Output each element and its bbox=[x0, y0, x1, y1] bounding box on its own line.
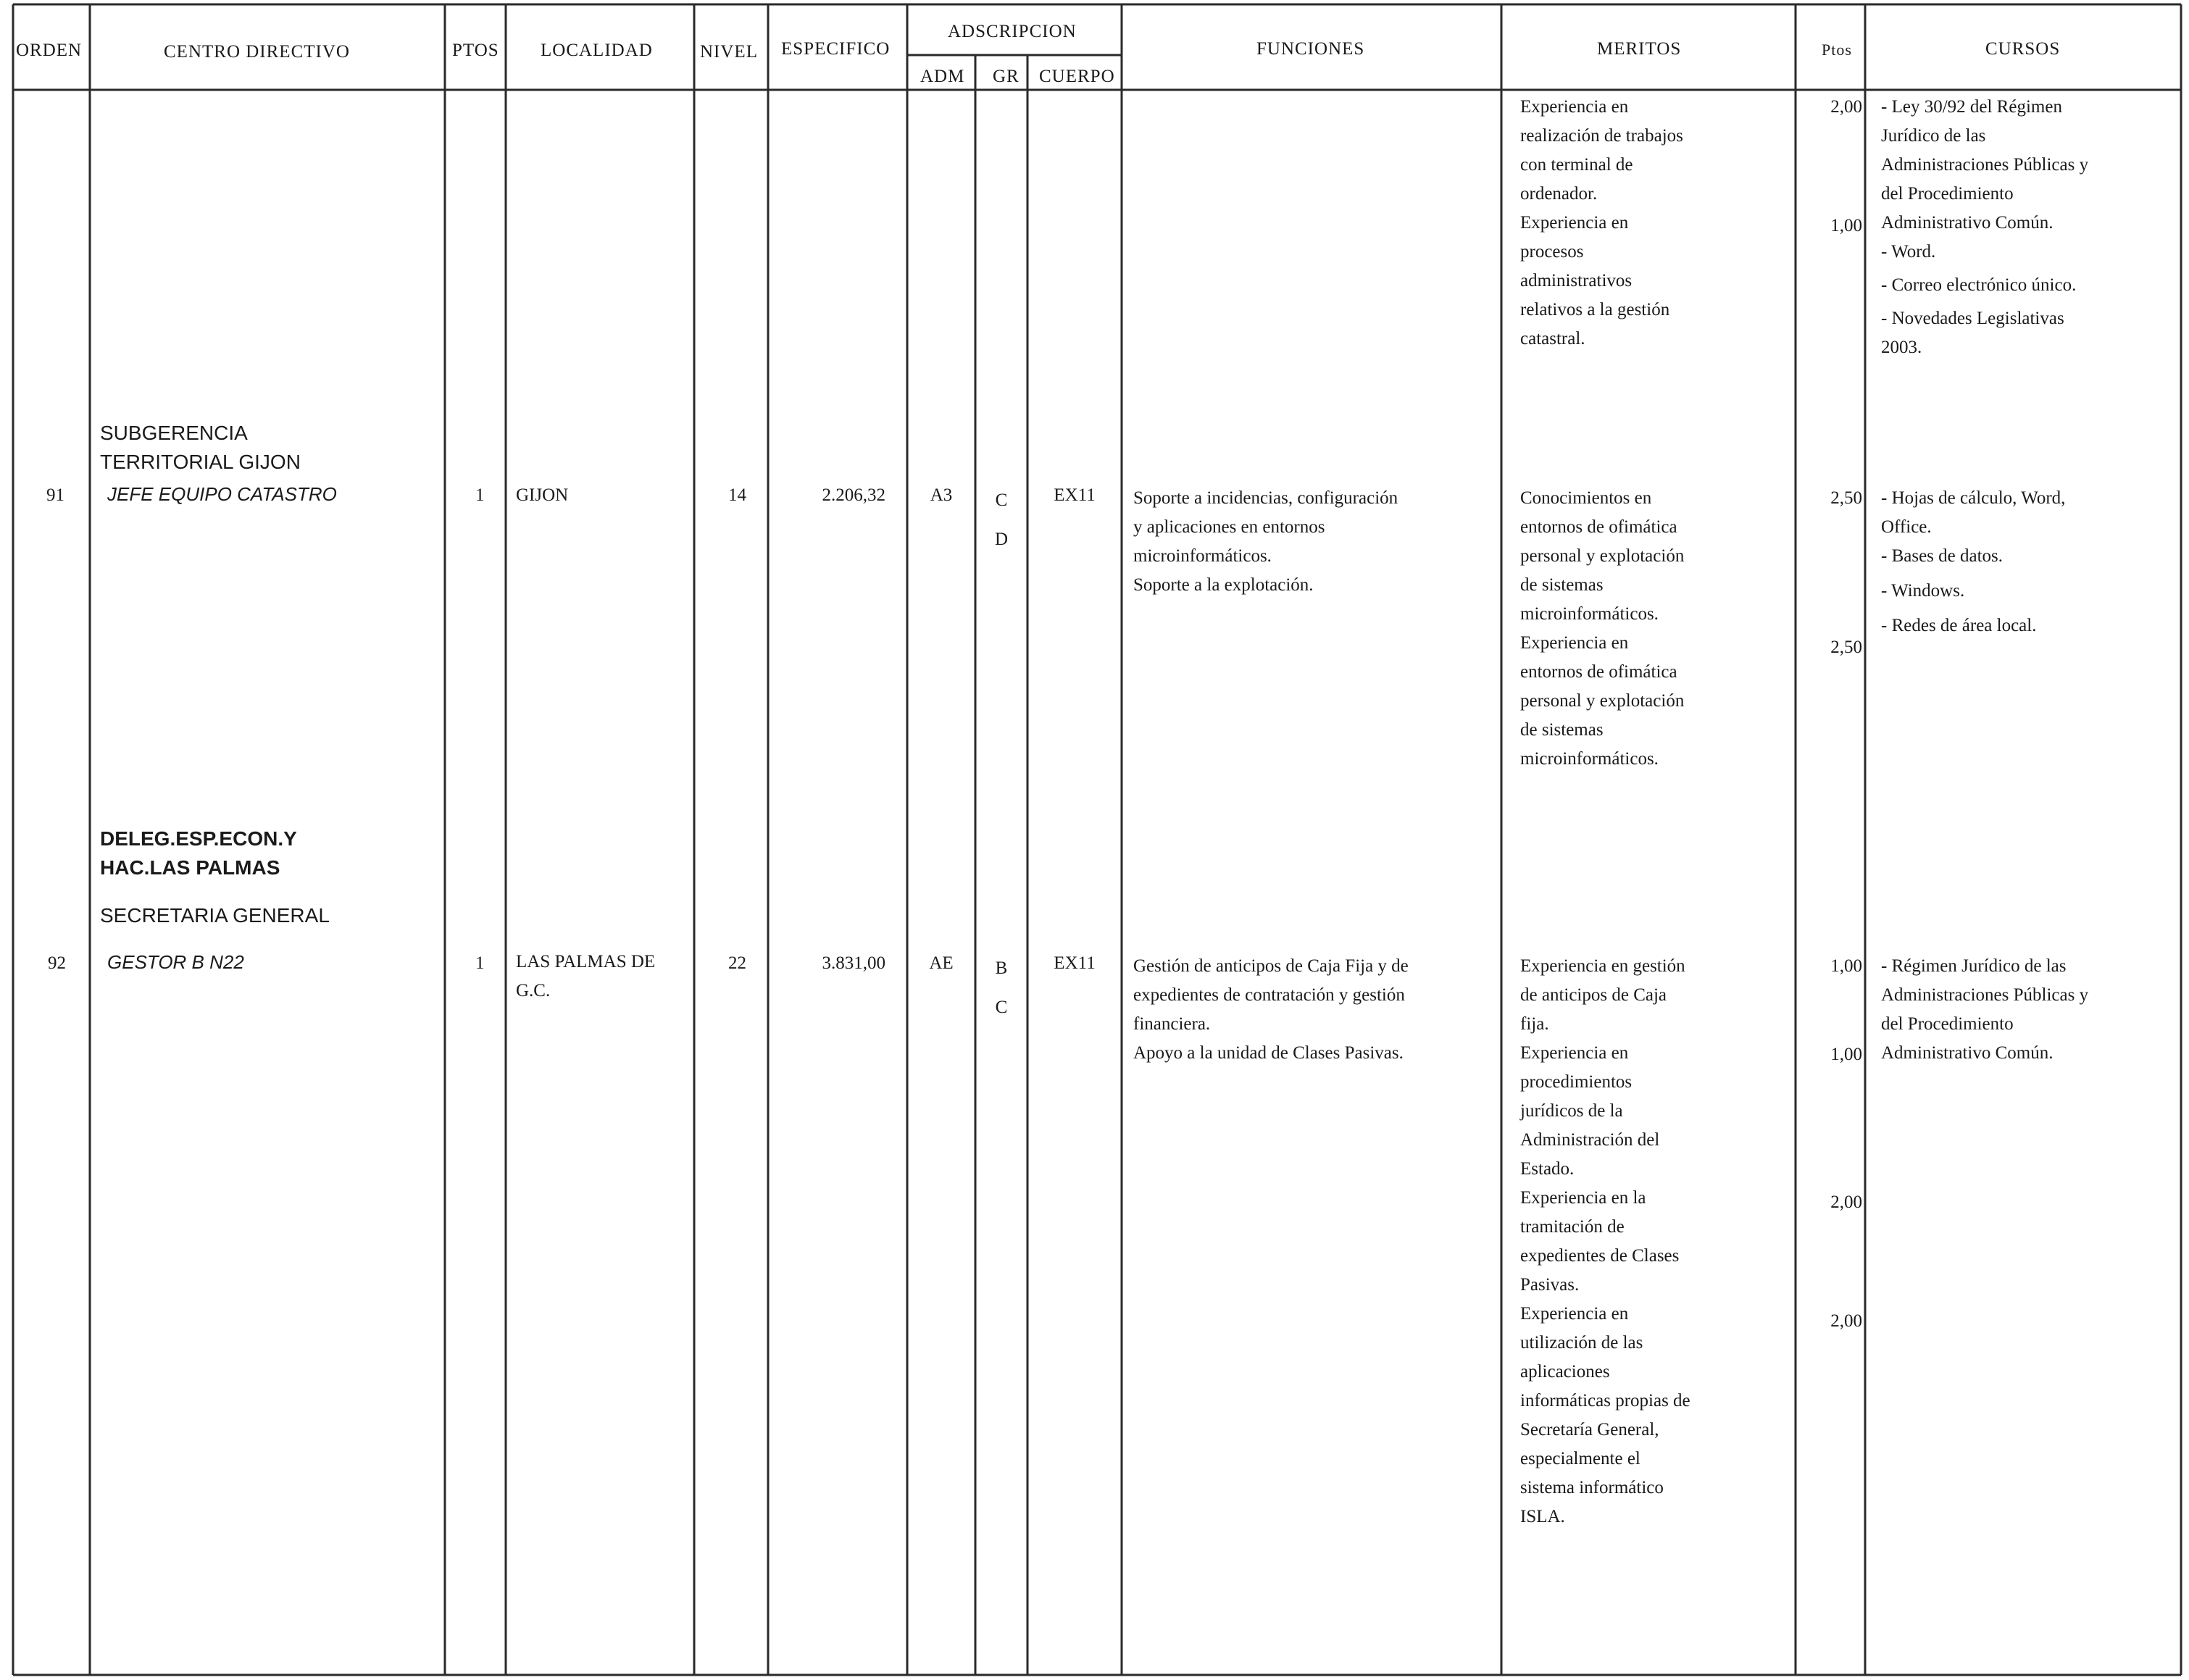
puntos-91-2: 2,50 bbox=[1830, 638, 1862, 657]
cursos-92: - Régimen Jurídico de las Administraciones Públicas y del Procedimiento Administrativo Común. bbox=[1881, 956, 2089, 1063]
puntos-92-3: 2,00 bbox=[1830, 1192, 1862, 1212]
puntos-91-1: 2,50 bbox=[1830, 488, 1862, 508]
header-funciones: FUNCIONES bbox=[1256, 39, 1365, 59]
header-meritos: MERITOS bbox=[1597, 39, 1682, 59]
group-heading-las-palmas: DELEG.ESP.ECON.Y HAC.LAS PALMAS bbox=[100, 827, 297, 879]
puesto-91: JEFE EQUIPO CATASTRO bbox=[107, 483, 337, 505]
header-centro-directivo: CENTRO DIRECTIVO bbox=[164, 42, 350, 62]
continuation-meritos: Experiencia en realización de trabajos con terminal de ordenador. Experiencia en procesos administrativos relativos a la gestión catastral. bbox=[1520, 97, 1683, 348]
puntos-92-4: 2,00 bbox=[1830, 1311, 1862, 1331]
subgroup-heading-secretaria: SECRETARIA GENERAL bbox=[100, 904, 330, 927]
header-ptos: PTOS bbox=[452, 41, 499, 60]
puntos-92-1: 1,00 bbox=[1830, 956, 1862, 976]
header-nivel: NIVEL bbox=[700, 42, 758, 62]
header-cuerpo: CUERPO bbox=[1039, 67, 1115, 86]
localidad-91: GIJON bbox=[516, 485, 569, 505]
adm-92: AE bbox=[929, 953, 954, 973]
orden-91: 91 bbox=[46, 485, 64, 505]
adm-91: A3 bbox=[930, 485, 953, 505]
gr-91: C D bbox=[994, 490, 1009, 549]
continuation-puntos-2: 1,00 bbox=[1830, 216, 1862, 235]
header-adm: ADM bbox=[920, 67, 965, 86]
group-heading-gijon: SUBGERENCIA TERRITORIAL GIJON bbox=[100, 422, 301, 473]
meritos-91: Conocimientos en entornos de ofimática personal y explotación de sistemas microinformáticos. Experiencia en entornos de ofimática personal y explotación de sistemas microinformáticos. bbox=[1520, 488, 1685, 769]
cursos-91: - Hojas de cálculo, Word, Office. - Bases de datos. - Windows. - Redes de área local. bbox=[1881, 488, 2066, 635]
especifico-91: 2.206,32 bbox=[822, 485, 885, 505]
header-orden: ORDEN bbox=[16, 41, 83, 60]
nivel-92: 22 bbox=[728, 953, 746, 973]
orden-92: 92 bbox=[48, 953, 66, 973]
cuerpo-92: EX11 bbox=[1054, 953, 1096, 973]
header-cursos: CURSOS bbox=[1985, 39, 2061, 59]
gr-92: B C bbox=[995, 958, 1008, 1017]
header-gr: GR bbox=[993, 67, 1020, 86]
ptos-92: 1 bbox=[475, 953, 485, 973]
header-especifico: ESPECIFICO bbox=[781, 39, 891, 59]
cuerpo-91: EX11 bbox=[1054, 485, 1096, 505]
funciones-92: Gestión de anticipos de Caja Fija y de expedientes de contratación y gestión financiera. Apoyo a la unidad de Clases Pasivas. bbox=[1133, 956, 1409, 1063]
especifico-92: 3.831,00 bbox=[822, 953, 885, 973]
ptos-91: 1 bbox=[475, 485, 485, 505]
nivel-91: 14 bbox=[728, 485, 746, 505]
header-ptos-meritos: Ptos bbox=[1822, 41, 1852, 59]
header-localidad: LOCALIDAD bbox=[541, 41, 653, 60]
funciones-91: Soporte a incidencias, configuración y aplicaciones en entornos microinformáticos. Soporte a la explotación. bbox=[1133, 488, 1398, 595]
localidad-92: LAS PALMAS DE G.C. bbox=[516, 952, 656, 1000]
puesto-92: GESTOR B N22 bbox=[107, 951, 244, 973]
continuation-puntos-1: 2,00 bbox=[1830, 97, 1862, 117]
continuation-cursos: - Ley 30/92 del Régimen Jurídico de las Administraciones Públicas y del Procedimiento Administrativo Común. - Word. - Correo electrónico único. - Novedades Legislativas 2003. bbox=[1881, 97, 2089, 357]
meritos-92: Experiencia en gestión de anticipos de Caja fija. Experiencia en procedimientos jurídicos de la Administración del Estado. Experiencia en la tramitación de expedientes de Clases Pasivas. Experiencia en utilización de las aplicaciones informáticas propias de Secretaría General, especialmente el sistema informático ISLA. bbox=[1520, 956, 1690, 1526]
puntos-92-2: 1,00 bbox=[1830, 1045, 1862, 1064]
header-adscripcion: ADSCRIPCION bbox=[948, 22, 1077, 41]
